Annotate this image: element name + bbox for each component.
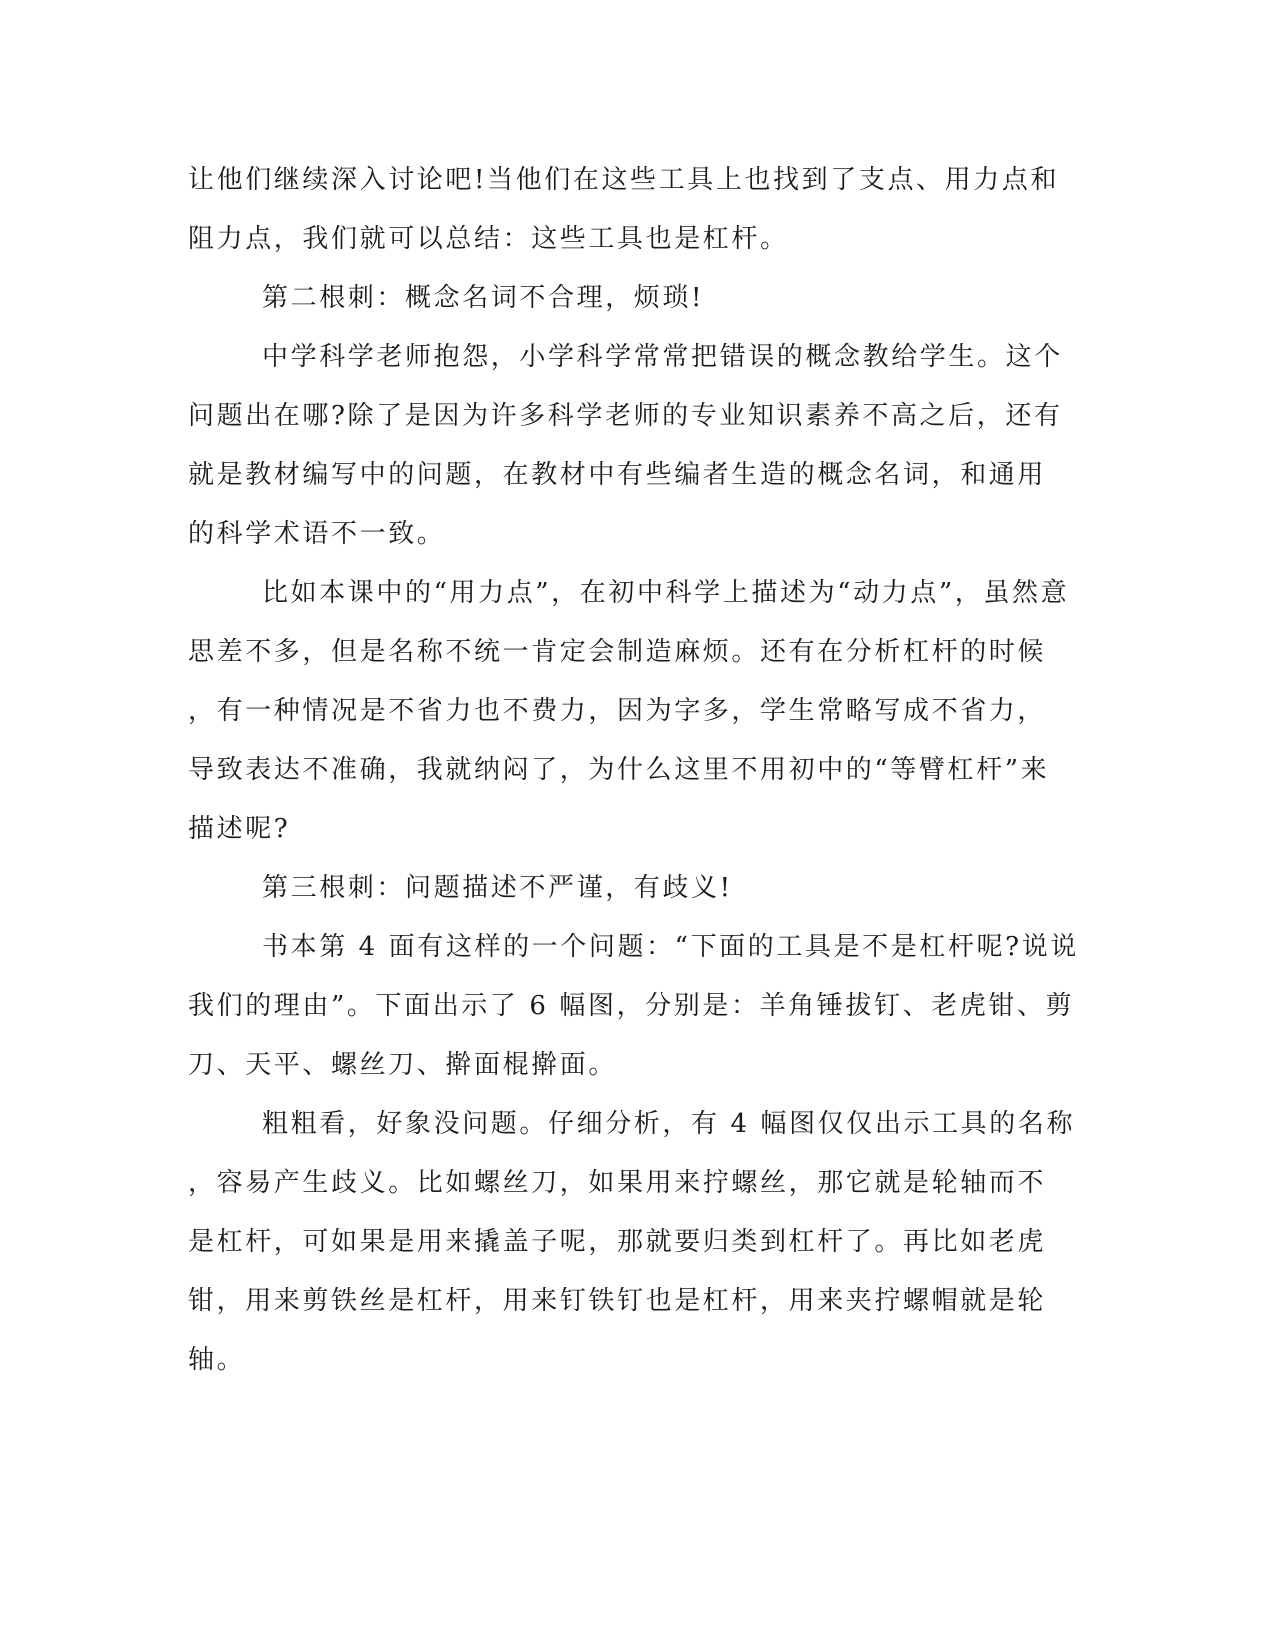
text-line-4: 中学科学老师抱怨，小学科学常常把错误的概念教给学生。这个: [262, 342, 1063, 372]
section-heading-2: 第二根刺：概念名词不合理，烦琐!: [262, 283, 705, 313]
text-line-19: 是杠杆，可如果是用来撬盖子呢，那就要归类到杠杆了。再比如老虎: [188, 1227, 1047, 1257]
text-line-2: 阻力点，我们就可以总结：这些工具也是杠杆。: [188, 224, 789, 254]
text-line-17: 粗粗看，好象没问题。仔细分析，有 4 幅图仅仅出示工具的名称: [262, 1109, 1076, 1139]
text-line-15: 我们的理由”。下面出示了 6 幅图，分别是：羊角锤拔钉、老虎钳、剪: [188, 991, 1075, 1021]
text-line-20: 钳，用来剪铁丝是杠杆，用来钉铁钉也是杠杆，用来夹拧螺帽就是轮: [188, 1286, 1047, 1316]
text-line-9: 思差不多，但是名称不统一肯定会制造麻烦。还有在分析杠杆的时候: [188, 637, 1047, 667]
text-line-1: 让他们继续深入讨论吧!当他们在这些工具上也找到了支点、用力点和: [188, 165, 1060, 195]
text-line-11: 导致表达不准确，我就纳闷了，为什么这里不用初中的“等臂杠杆”来: [188, 755, 1050, 785]
text-line-6: 就是教材编写中的问题，在教材中有些编者生造的概念名词，和通用: [188, 460, 1047, 490]
text-line-21: 轴。: [188, 1345, 246, 1375]
section-heading-3: 第三根刺：问题描述不严谨，有歧义!: [262, 873, 733, 903]
text-line-12: 描述呢?: [188, 814, 291, 844]
text-line-8: 比如本课中的“用力点”，在初中科学上描述为“动力点”，虽然意: [262, 578, 1070, 608]
text-line-16: 刀、天平、螺丝刀、擀面棍擀面。: [188, 1050, 618, 1080]
text-line-14: 书本第 4 面有这样的一个问题：“下面的工具是不是杠杆呢?说说: [262, 932, 1079, 962]
text-line-18: ，容易产生歧义。比如螺丝刀，如果用来拧螺丝，那它就是轮轴而不: [188, 1168, 1047, 1198]
text-line-5: 问题出在哪?除了是因为许多科学老师的专业知识素养不高之后，还有: [188, 401, 1063, 431]
text-line-7: 的科学术语不一致。: [188, 519, 446, 549]
text-line-10: ，有一种情况是不省力也不费力，因为字多，学生常略写成不省力，: [188, 696, 1047, 726]
